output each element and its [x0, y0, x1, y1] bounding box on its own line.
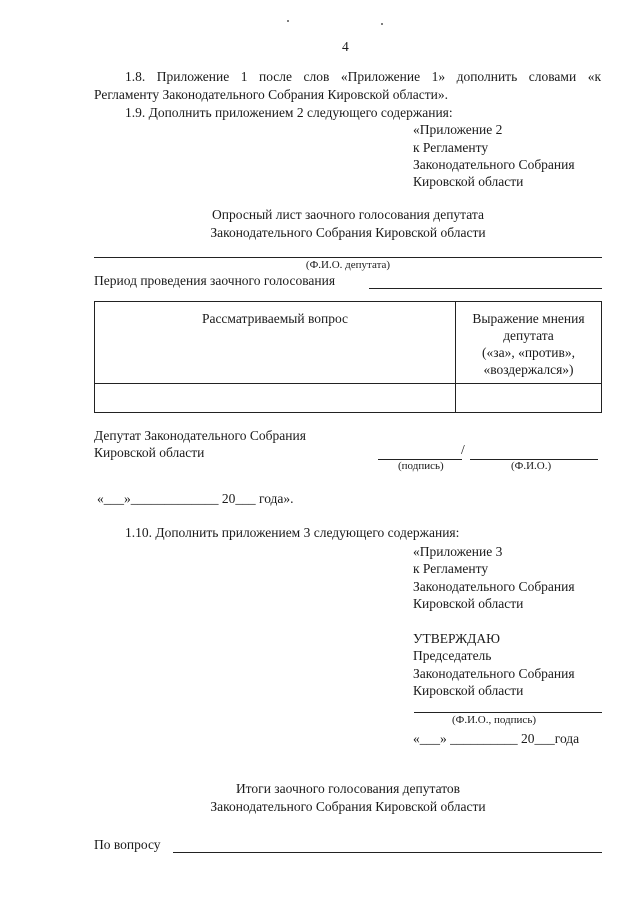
fio-caption: (Ф.И.О.) — [511, 460, 552, 472]
table-header-row — [95, 302, 602, 384]
col-opinion-header-line: «воздержался») — [483, 362, 574, 377]
appendix-2-title-line1: Опросный лист заочного голосования депутата — [212, 207, 484, 222]
col-opinion-header — [456, 302, 602, 384]
question-blank-line — [173, 852, 602, 853]
approve-date-line: «___» __________ 20___года — [413, 731, 580, 746]
appendix-3-title-line2: Законодательного Собрания Кировской области — [210, 799, 486, 814]
signature-caption: (подпись) — [398, 460, 444, 472]
date-line: «___»_____________ 20___ года». — [97, 491, 294, 506]
col-opinion-header-line: («за», «против», — [482, 345, 575, 360]
approve-line: Председатель — [413, 648, 492, 663]
appendix-2-header-line: к Регламенту — [413, 140, 489, 155]
appendix-3-title-line1: Итоги заочного голосования депутатов — [235, 781, 461, 796]
col-opinion-header-line: депутата — [503, 328, 554, 343]
deputy-signature-label-line1: Депутат Законодательного Собрания — [94, 428, 306, 443]
appendix-3-header-line: к Регламенту — [413, 561, 489, 576]
item-1-10: 1.10. Дополнить приложением 3 следующего содержания: — [125, 525, 460, 540]
appendix-2-header-line: «Приложение 2 — [413, 122, 503, 137]
appendix-3-header-line: Кировской области — [413, 596, 524, 611]
scan-speck — [381, 23, 383, 25]
voting-period-blank-line — [369, 288, 602, 289]
col-opinion-header-line: Выражение мнения — [472, 311, 585, 326]
appendix-3-header-line: «Приложение 3 — [413, 544, 503, 559]
appendix-2-header-line: Кировской области — [413, 174, 524, 189]
opinion-cell[interactable] — [456, 384, 602, 413]
page-number: 4 — [342, 39, 349, 54]
item-1-9: 1.9. Дополнить приложением 2 следующего содержания: — [125, 105, 453, 120]
question-cell[interactable] — [95, 384, 456, 413]
approve-line: Кировской области — [413, 683, 524, 698]
approve-signature-caption: (Ф.И.О., подпись) — [452, 714, 536, 726]
fio-deputy-blank-line — [94, 257, 602, 258]
appendix-3-header-line: Законодательного Собрания — [413, 579, 575, 594]
voting-table — [94, 301, 602, 413]
item-1-8-line1: 1.8. Приложение 1 после слов «Приложение 1» дополнить словами «к — [125, 69, 601, 84]
approve-line: Законодательного Собрания — [413, 666, 575, 681]
appendix-2-header-line: Законодательного Собрания — [413, 157, 575, 172]
item-1-8-line2: Регламенту Законодательного Собрания Кировской области». — [94, 87, 448, 102]
signature-slash: / — [461, 442, 465, 457]
deputy-signature-label-line2: Кировской области — [94, 445, 205, 460]
col-question-header: Рассматриваемый вопрос — [95, 302, 456, 384]
scan-speck — [287, 20, 289, 22]
question-label: По вопросу — [94, 837, 161, 852]
table-row — [95, 384, 602, 413]
appendix-2-title-line2: Законодательного Собрания Кировской области — [210, 225, 486, 240]
voting-period-label: Период проведения заочного голосования — [94, 273, 336, 288]
fio-deputy-caption: (Ф.И.О. депутата) — [305, 259, 391, 271]
approve-line: УТВЕРЖДАЮ — [413, 631, 501, 646]
approve-signature-blank-line — [414, 712, 602, 713]
